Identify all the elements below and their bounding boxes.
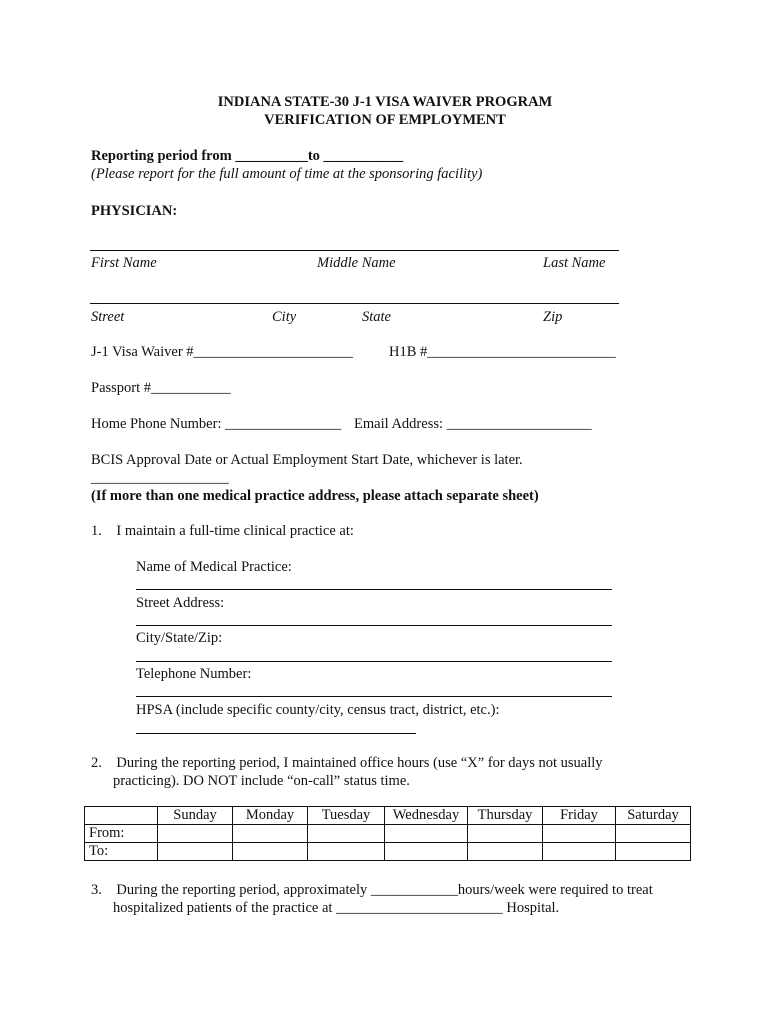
middle-name-label: Middle Name [317, 255, 396, 271]
hours-cell[interactable] [158, 843, 233, 861]
city-label: City [272, 309, 297, 325]
hours-cell[interactable] [385, 843, 468, 861]
row-label-from: From: [85, 825, 158, 843]
hours-cell[interactable] [468, 825, 543, 843]
day-header: Wednesday [385, 807, 468, 825]
hours-cell[interactable] [308, 825, 385, 843]
telephone-label: Telephone Number: [136, 666, 252, 682]
hours-cell[interactable] [468, 843, 543, 861]
item3-line1[interactable]: 3. During the reporting period, approximately ____________hours/week were required to treat [91, 882, 653, 898]
hpsa-label: HPSA (include specific county/city, census tract, district, etc.): [136, 702, 500, 718]
bcis-date-label: BCIS Approval Date or Actual Employment Start Date, whichever is later. [91, 452, 523, 468]
hours-cell[interactable] [385, 825, 468, 843]
hours-cell[interactable] [158, 825, 233, 843]
form-title-line1: INDIANA STATE-30 J-1 VISA WAIVER PROGRAM [217, 94, 553, 110]
day-header: Friday [543, 807, 616, 825]
table-row-from [85, 825, 691, 843]
day-header: Monday [233, 807, 308, 825]
street-label: Street [91, 309, 125, 325]
practice-name-line[interactable] [136, 589, 612, 590]
bcis-date-field[interactable]: ___________________ [91, 470, 229, 486]
j1-waiver-field[interactable]: J-1 Visa Waiver #______________________ [91, 344, 354, 360]
reporting-period-label[interactable]: Reporting period from __________to ___________ [91, 148, 404, 164]
name-field-line[interactable] [90, 250, 619, 251]
address-field-line[interactable] [90, 303, 619, 304]
zip-label: Zip [543, 309, 563, 325]
city-state-zip-line[interactable] [136, 661, 612, 662]
day-header: Saturday [616, 807, 691, 825]
hours-cell[interactable] [308, 843, 385, 861]
hpsa-line[interactable] [136, 733, 416, 734]
telephone-line[interactable] [136, 696, 612, 697]
reporting-period-note: (Please report for the full amount of time at the sponsoring facility) [91, 166, 483, 182]
day-header: Thursday [468, 807, 543, 825]
physician-heading: PHYSICIAN: [91, 203, 178, 219]
item2-line2: practicing). DO NOT include “on-call” status time. [113, 773, 410, 789]
day-header: Tuesday [308, 807, 385, 825]
hours-cell[interactable] [543, 825, 616, 843]
street-address-label: Street Address: [136, 595, 225, 611]
hours-cell[interactable] [543, 843, 616, 861]
practice-name-label: Name of Medical Practice: [136, 559, 292, 575]
office-hours-table [84, 806, 691, 861]
table-header-row [85, 807, 691, 825]
hours-cell[interactable] [233, 825, 308, 843]
hours-cell[interactable] [616, 825, 691, 843]
passport-field[interactable]: Passport #___________ [91, 380, 231, 396]
table-row-to [85, 843, 691, 861]
table-corner-cell [85, 807, 158, 825]
form-title-line2: VERIFICATION OF EMPLOYMENT [264, 112, 506, 128]
home-phone-field[interactable]: Home Phone Number: ________________ [91, 416, 342, 432]
h1b-field[interactable]: H1B #__________________________ [389, 344, 616, 360]
email-field[interactable]: Email Address: ____________________ [354, 416, 592, 432]
multi-address-note: (If more than one medical practice address, please attach separate sheet) [91, 488, 539, 504]
item2-line1: 2. During the reporting period, I maintained office hours (use “X” for days not usually [91, 755, 603, 771]
state-label: State [362, 309, 391, 325]
hours-cell[interactable] [616, 843, 691, 861]
item1-statement: 1. I maintain a full-time clinical practice at: [91, 523, 354, 539]
city-state-zip-label: City/State/Zip: [136, 630, 223, 646]
day-header: Sunday [158, 807, 233, 825]
last-name-label: Last Name [543, 255, 606, 271]
row-label-to: To: [85, 843, 158, 861]
hours-cell[interactable] [233, 843, 308, 861]
item3-line2[interactable]: hospitalized patients of the practice at _______________________ Hospital. [113, 900, 560, 916]
first-name-label: First Name [91, 255, 157, 271]
street-address-line[interactable] [136, 625, 612, 626]
